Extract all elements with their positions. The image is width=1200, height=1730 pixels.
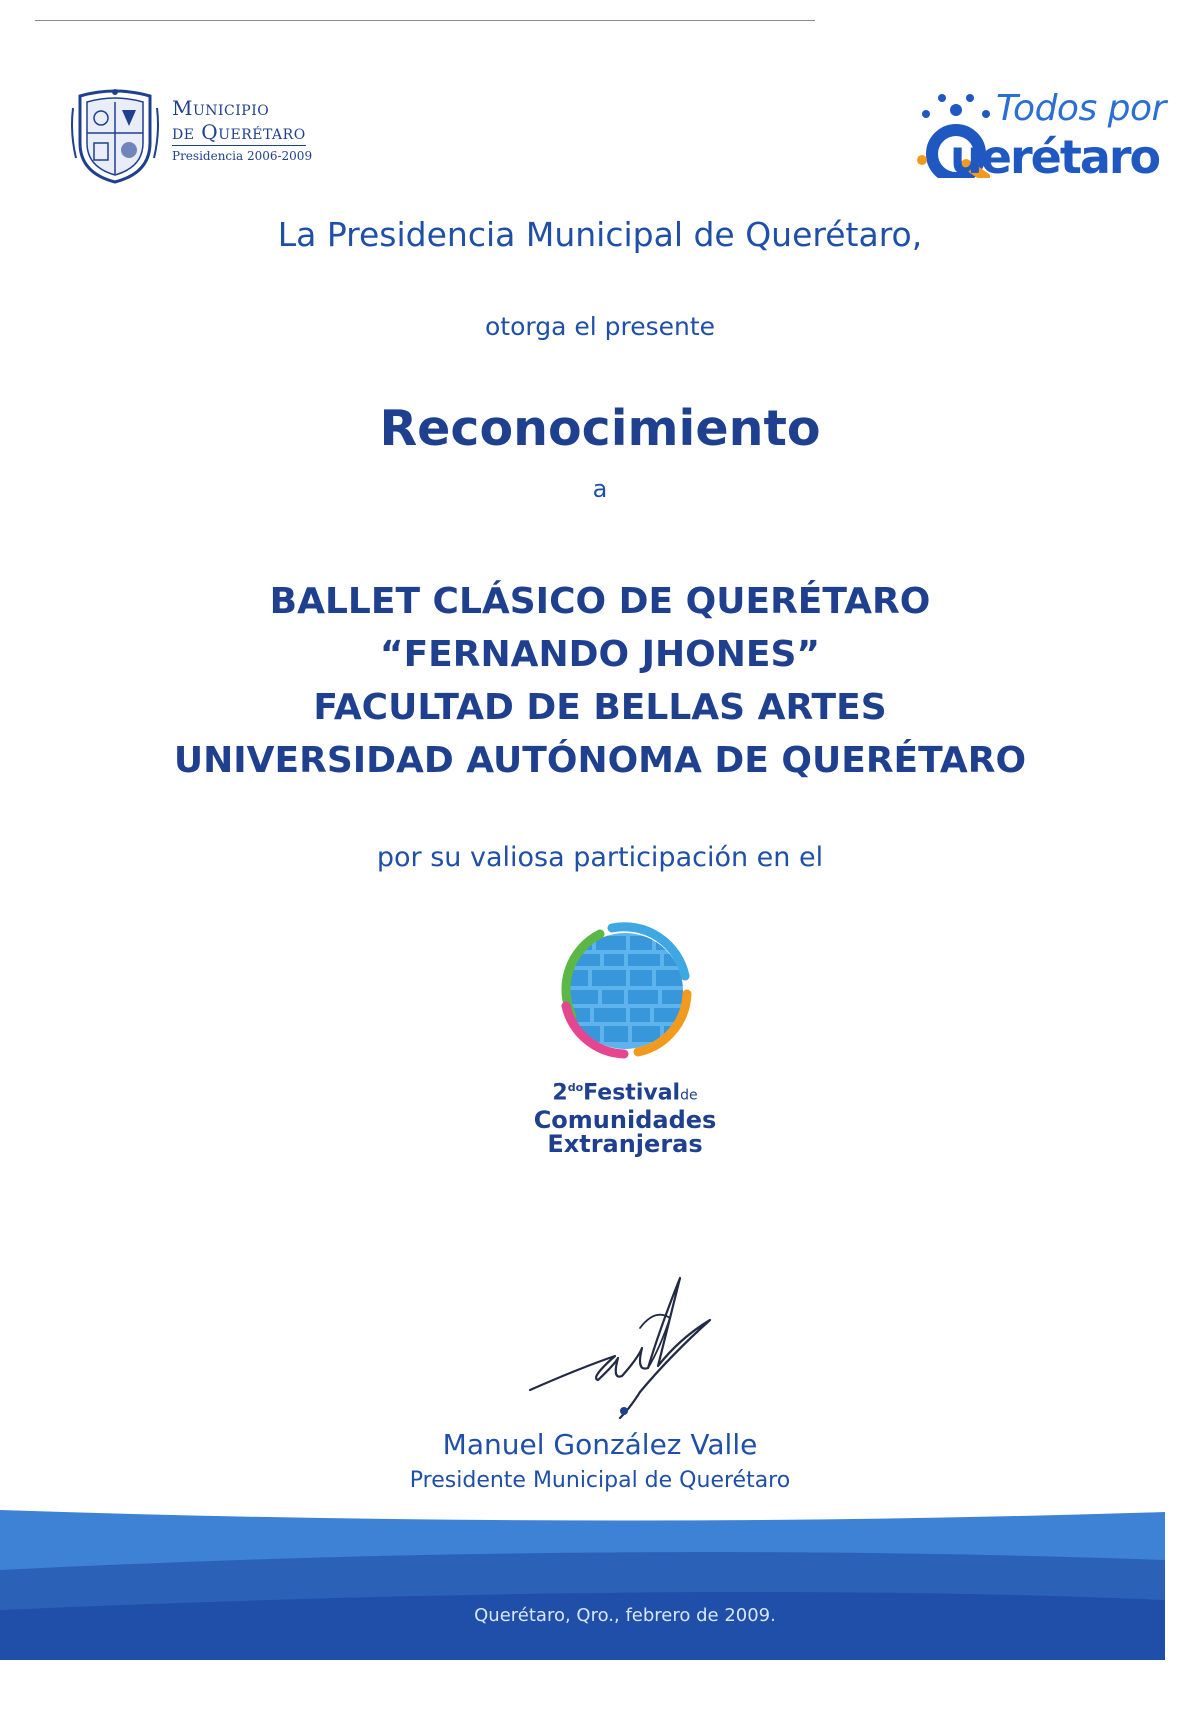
municipio-wordmark (172, 96, 312, 165)
queretaro-wordmark: uerétaro (950, 130, 1160, 184)
signer-role: Presidente Municipal de Querétaro (409, 1468, 791, 1493)
festival-line3: Extranjeras (547, 1130, 703, 1159)
municipio-logo (70, 88, 370, 188)
top-rule (35, 20, 815, 21)
coat-of-arms-icon (70, 88, 160, 184)
certificate-title: Reconocimiento (379, 400, 821, 457)
municipio-line1: Municipio (172, 96, 270, 120)
recipient-block (0, 575, 1200, 787)
municipio-presidencia: Presidencia 2006-2009 (172, 149, 313, 163)
otorga-line: otorga el presente (484, 312, 716, 341)
todos-por-text: Todos por (996, 88, 1166, 129)
festival-line2: Comunidades (533, 1106, 717, 1135)
festival-word: Festival (583, 1080, 681, 1106)
signer-name: Manuel González Valle (442, 1428, 758, 1461)
festival-line1 (0, 1075, 1200, 1108)
recipient-line: “FERNANDO JHONES” (379, 634, 821, 675)
recipient-line: FACULTAD DE BELLAS ARTES (313, 687, 887, 728)
participation-line: por su valiosa participación en el (376, 842, 824, 873)
signature-icon (520, 1268, 720, 1438)
issuer-line: La Presidencia Municipal de Querétaro, (277, 215, 923, 254)
municipio-line2: de Querétaro (172, 120, 306, 144)
place-date: Querétaro, Qro., febrero de 2009. (474, 1605, 776, 1626)
festival-name (0, 1075, 1200, 1159)
festival-globe-icon (540, 906, 710, 1076)
footer-band (0, 1500, 1200, 1670)
recipient-line: BALLET CLÁSICO DE QUERÉTARO (269, 581, 931, 622)
preposition-a: a (592, 475, 608, 503)
festival-de: de (680, 1087, 698, 1104)
todos-por-queretaro-logo (900, 88, 1190, 188)
recipient-line: UNIVERSIDAD AUTÓNOMA DE QUERÉTARO (173, 740, 1027, 781)
festival-number: 2 (552, 1080, 568, 1106)
festival-ordinal: do (567, 1081, 584, 1094)
